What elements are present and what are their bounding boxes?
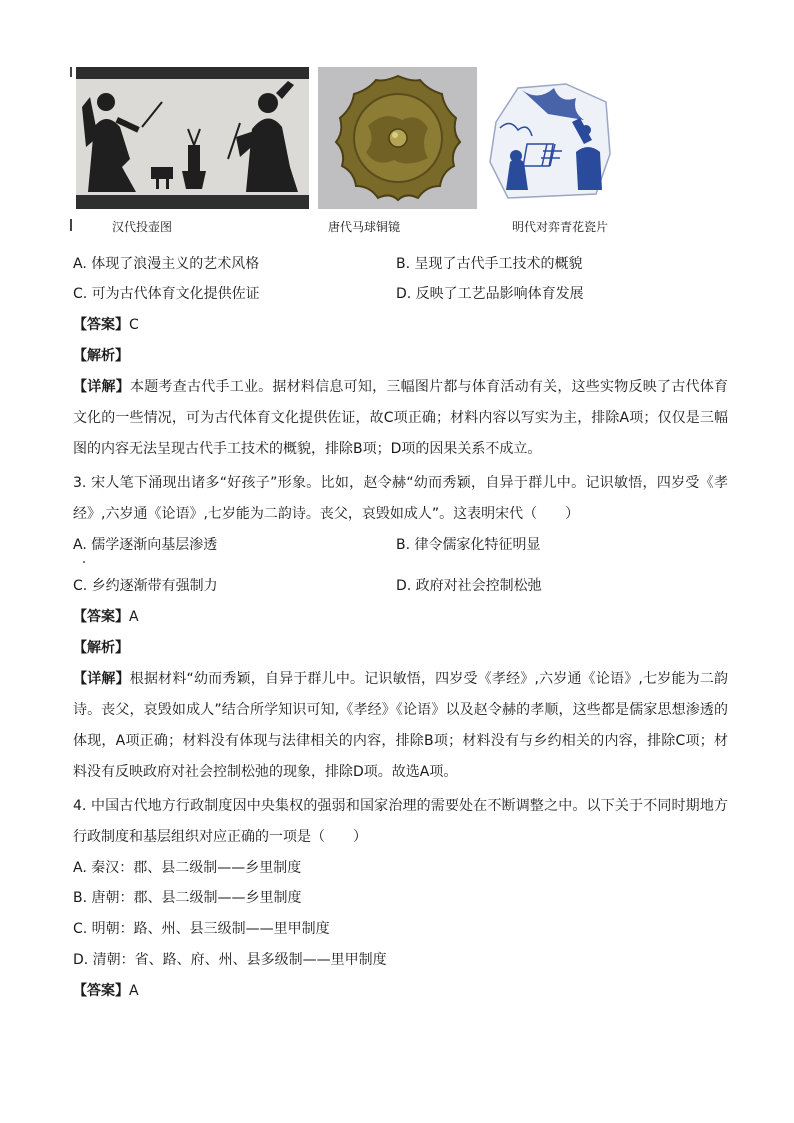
detail-text: 根据材料“幼而秀颖，自异于群儿中。记识敏悟，四岁受《孝经》,六岁通《论语》,七岁能为二韵诗。丧父，哀毁如成人”结合所学知识可知,《孝经》《论语》以及赵令赫的孝顺，这些都是儒家思想渗透的体现，A项正确；材料没有体现与法律相关的内容，排除B项；材料没有与乡约相关的内容，排除C项；材料没有反映政府对社会控制松弛的现象，排除D项。故选A项。 [73, 671, 729, 780]
answer-value: C [129, 317, 139, 333]
option-c: C. 明朝：路、州、县三级制——里甲制度 [73, 921, 330, 937]
detail-tag: 【详解】 [73, 671, 130, 687]
option-b: B. 唐朝：郡、县二级制——乡里制度 [73, 890, 302, 906]
option-b: B. 呈现了古代手工技术的概貌 [396, 256, 583, 272]
detail-tag: 【详解】 [73, 379, 130, 395]
option-a: A. 体现了浪漫主义的艺术风格 [73, 256, 260, 272]
figure-caption: 汉代投壶图 [112, 220, 173, 234]
rubbing-image [76, 67, 309, 209]
answer-line [73, 981, 139, 1001]
bronze-mirror-image [318, 67, 477, 209]
option-c: C. 乡约逐渐带有强制力 [73, 578, 218, 594]
figure-caption: 明代对弈青花瓷片 [512, 220, 609, 234]
figure-caption: 唐代马球铜镜 [328, 220, 401, 234]
option-c: C. 可为古代体育文化提供佐证 [73, 286, 260, 302]
option-d: D. 政府对社会控制松弛 [396, 578, 542, 594]
analysis-heading: 【解析】 [73, 640, 129, 656]
detail-text: 本题考查古代手工业。据材料信息可知，三幅图片都与体育活动有关，这些实物反映了古代体育文化的一些情况，可为古代体育文化提供佐证，故C项正确；材料内容以写实为主，排除A项；仅仅是三幅图的内容无法呈现古代手工技术的概貌，排除B项；D项的因果关系不成立。 [73, 379, 729, 457]
option-a: A. 秦汉：郡、县二级制——乡里制度 [73, 860, 302, 876]
answer-value: A [129, 983, 139, 999]
option-d: D. 反映了工艺品影响体育发展 [396, 286, 584, 302]
option-a: A. 儒学逐渐向基层渗透 [73, 537, 218, 553]
option-b: B. 律令儒家化特征明显 [396, 537, 541, 553]
detail-paragraph [73, 664, 728, 788]
bracket-mark [70, 219, 72, 231]
question-stem: 4. 中国古代地方行政制度因中央集权的强弱和国家治理的需要处在不断调整之中。以下关于不同时期地方行政制度和基层组织对应正确的一项是（ ） [73, 798, 728, 845]
answer-tag: 【答案】 [73, 609, 129, 625]
bracket-mark [70, 67, 72, 77]
porcelain-shard-image [488, 82, 611, 200]
answer-line [73, 607, 139, 627]
analysis-heading: 【解析】 [73, 348, 129, 364]
answer-value: A [129, 609, 139, 625]
answer-line [73, 315, 139, 335]
question-stem: 3. 宋人笔下涌现出诸多“好孩子”形象。比如，赵令赫“幼而秀颖，自异于群儿中。记识敏悟，四岁受《孝经》,六岁通《论语》,七岁能为二韵诗。丧父，哀毁如成人”。这表明宋代（ ） [73, 475, 728, 522]
option-d: D. 清朝：省、路、府、州、县多级制——里甲制度 [73, 952, 387, 968]
detail-paragraph [73, 372, 728, 465]
answer-tag: 【答案】 [73, 983, 129, 999]
stray-dot [83, 561, 85, 563]
answer-tag: 【答案】 [73, 317, 129, 333]
